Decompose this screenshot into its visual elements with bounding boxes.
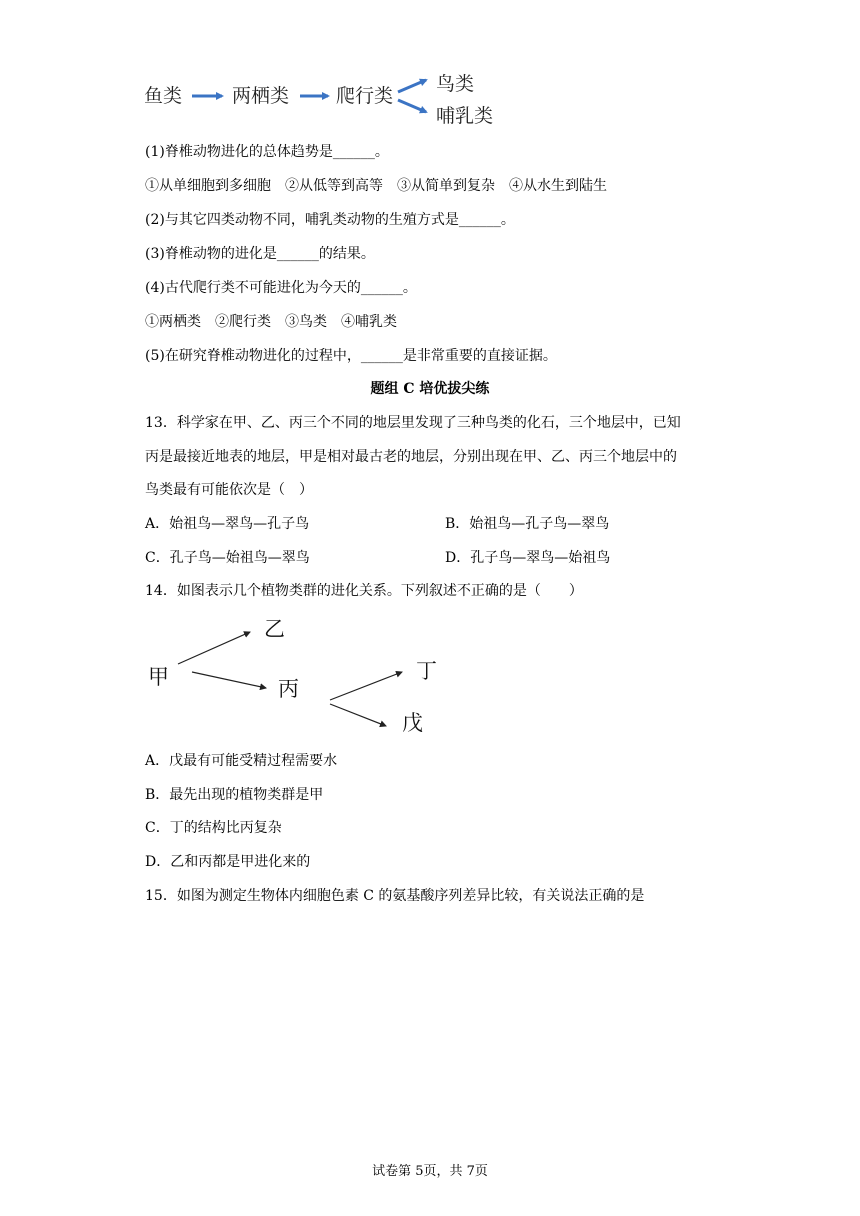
node-bird: 鸟类 [436, 73, 475, 95]
node-bing: 丙 [278, 677, 299, 701]
arrow-jia-yi [178, 632, 250, 664]
node-wu: 戊 [402, 711, 423, 735]
q14-stem: 14．如图表示几个植物类群的进化关系。下列叙述不正确的是（ ） [145, 583, 583, 599]
node-ding: 丁 [416, 659, 437, 683]
node-jia: 甲 [148, 665, 169, 689]
vertebrate-evolution-diagram [140, 68, 520, 130]
node-yi: 乙 [264, 617, 285, 641]
q12-part2: (2)与其它四类动物不同，哺乳类动物的生殖方式是______。 [145, 212, 515, 228]
q12-part1-choices: ①从单细胞到多细胞 ②从低等到高等 ③从简单到复杂 ④从水生到陆生 [145, 178, 607, 194]
node-amphibian: 两栖类 [232, 85, 290, 107]
q12-part4-choices: ①两栖类 ②爬行类 ③鸟类 ④哺乳类 [145, 314, 397, 330]
q14-option-c: C．丁的结构比丙复杂 [145, 820, 282, 836]
q12-part4: (4)古代爬行类不可能进化为今天的______。 [145, 280, 417, 296]
q13-stem-line2: 丙是最接近地表的地层，甲是相对最古老的地层，分别出现在甲、乙、丙三个地层中的 [145, 449, 677, 465]
q13-option-b: B．始祖鸟—孔子鸟—翠鸟 [445, 516, 610, 532]
arrow-reptile-mammal [398, 100, 426, 112]
plant-evolution-diagram [140, 612, 450, 742]
q14-option-b: B．最先出现的植物类群是甲 [145, 787, 324, 803]
q13-stem-line3: 鸟类最有可能依次是（ ） [145, 482, 313, 498]
q13-option-d: D．孔子鸟—翠鸟—始祖鸟 [445, 550, 611, 566]
q15-stem: 15．如图为测定生物体内细胞色素 C 的氨基酸序列差异比较，有关说法正确的是 [145, 888, 645, 904]
page-footer: 试卷第 5页，共 7页 [372, 1164, 488, 1179]
arrow-bing-wu [330, 704, 386, 726]
arrow-jia-bing [192, 672, 266, 688]
section-title: 题组 C 培优拔尖练 [370, 381, 490, 397]
q12-part1: (1)脊椎动物进化的总体趋势是______。 [145, 144, 389, 160]
q13-option-c: C．孔子鸟—始祖鸟—翠鸟 [145, 550, 310, 566]
q12-part5: (5)在研究脊椎动物进化的过程中，______是非常重要的直接证据。 [145, 348, 557, 364]
node-reptile: 爬行类 [336, 85, 394, 107]
node-fish: 鱼类 [144, 85, 183, 107]
q14-option-d: D．乙和丙都是甲进化来的 [145, 854, 311, 870]
arrow-bing-ding [330, 672, 402, 700]
q14-option-a: A．戊最有可能受精过程需要水 [145, 753, 338, 769]
q13-option-a: A．始祖鸟—翠鸟—孔子鸟 [145, 516, 310, 532]
q13-stem-line1: 13．科学家在甲、乙、丙三个不同的地层里发现了三种鸟类的化石，三个地层中，已知 [145, 415, 681, 431]
node-mammal: 哺乳类 [436, 105, 494, 127]
arrow-reptile-bird [398, 80, 426, 92]
q12-part3: (3)脊椎动物的进化是______的结果。 [145, 246, 375, 262]
